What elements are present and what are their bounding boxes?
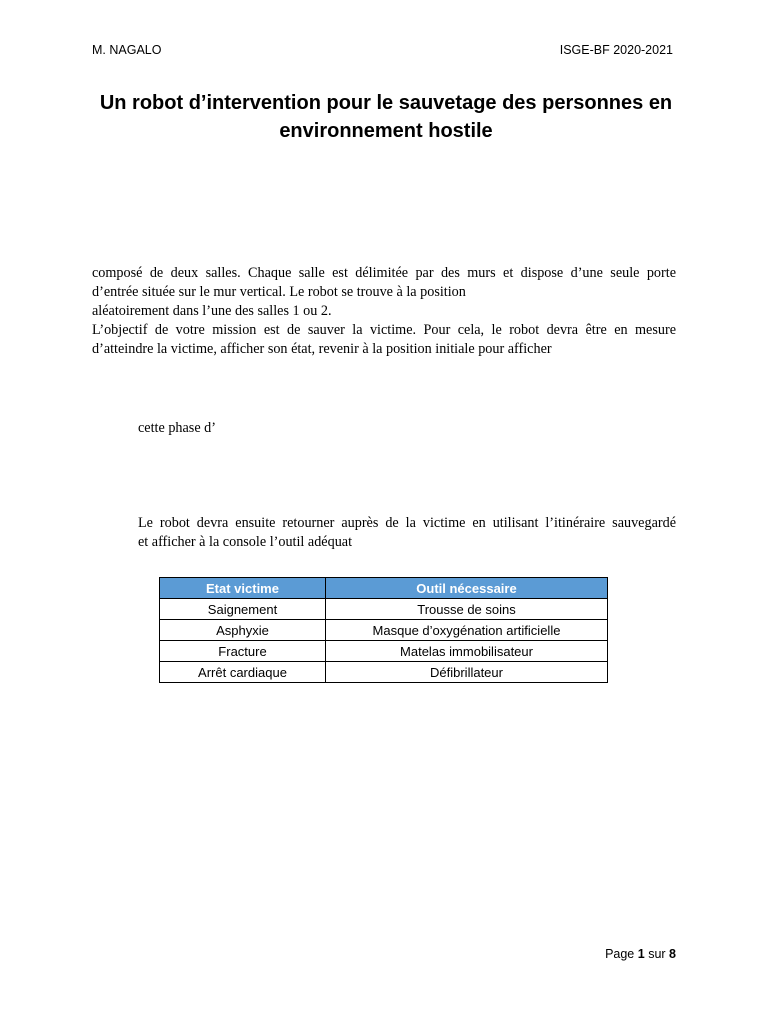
victim-tools-table — [159, 577, 608, 683]
header-required-tool: Outil nécessaire — [326, 578, 608, 599]
fragment-text: cette phase d’ — [138, 420, 216, 436]
intro-line-2: d’entrée située sur le mur vertical. Le robot se trouve à la position — [92, 284, 466, 300]
required-tool-cell: Masque d’oxygénation artificielle — [326, 620, 608, 641]
return-paragraph — [138, 514, 676, 552]
intro-line-4: L’objectif de votre mission est de sauver la victime. Pour cela, le robot devra être en mesure — [92, 322, 676, 338]
intro-line-3: aléatoirement dans l’une des salles 1 ou 2. — [92, 303, 332, 319]
required-tool-cell: Trousse de soins — [326, 599, 608, 620]
total-page-count: 8 — [669, 947, 676, 961]
page-word: Page — [605, 947, 635, 961]
table-row — [160, 662, 608, 683]
intro-line-5: d’atteindre la victime, afficher son état, revenir à la position initiale pour afficher — [92, 341, 552, 357]
table-row — [160, 620, 608, 641]
header-victim-state: Etat victime — [160, 578, 326, 599]
victim-state-cell: Arrêt cardiaque — [160, 662, 326, 683]
required-tool-cell: Défibrillateur — [326, 662, 608, 683]
current-page-number: 1 — [637, 947, 645, 961]
header-author: M. NAGALO — [92, 43, 162, 57]
victim-state-cell: Asphyxie — [160, 620, 326, 641]
return-line-2: et afficher à la console l’outil adéquat — [138, 534, 353, 550]
table-header-row — [160, 578, 608, 599]
document-title — [80, 89, 692, 145]
victim-state-cell: Saignement — [160, 599, 326, 620]
return-line-1: Le robot devra ensuite retourner auprès de la victime en utilisant l’itinéraire sauvegardé — [138, 515, 676, 531]
intro-paragraph — [92, 264, 676, 359]
title-line-1: Un robot d’intervention pour le sauvetage des personnes en — [99, 92, 673, 114]
victim-state-cell: Fracture — [160, 641, 326, 662]
table-row — [160, 641, 608, 662]
table-row — [160, 599, 608, 620]
page-footer — [605, 947, 676, 961]
header-course: ISGE-BF 2020-2021 — [559, 43, 673, 57]
of-word: sur — [648, 947, 666, 961]
intro-line-1: composé de deux salles. Chaque salle est délimitée par des murs et dispose d’une seule porte — [92, 265, 676, 281]
required-tool-cell: Matelas immobilisateur — [326, 641, 608, 662]
title-line-2: environnement hostile — [279, 120, 493, 142]
